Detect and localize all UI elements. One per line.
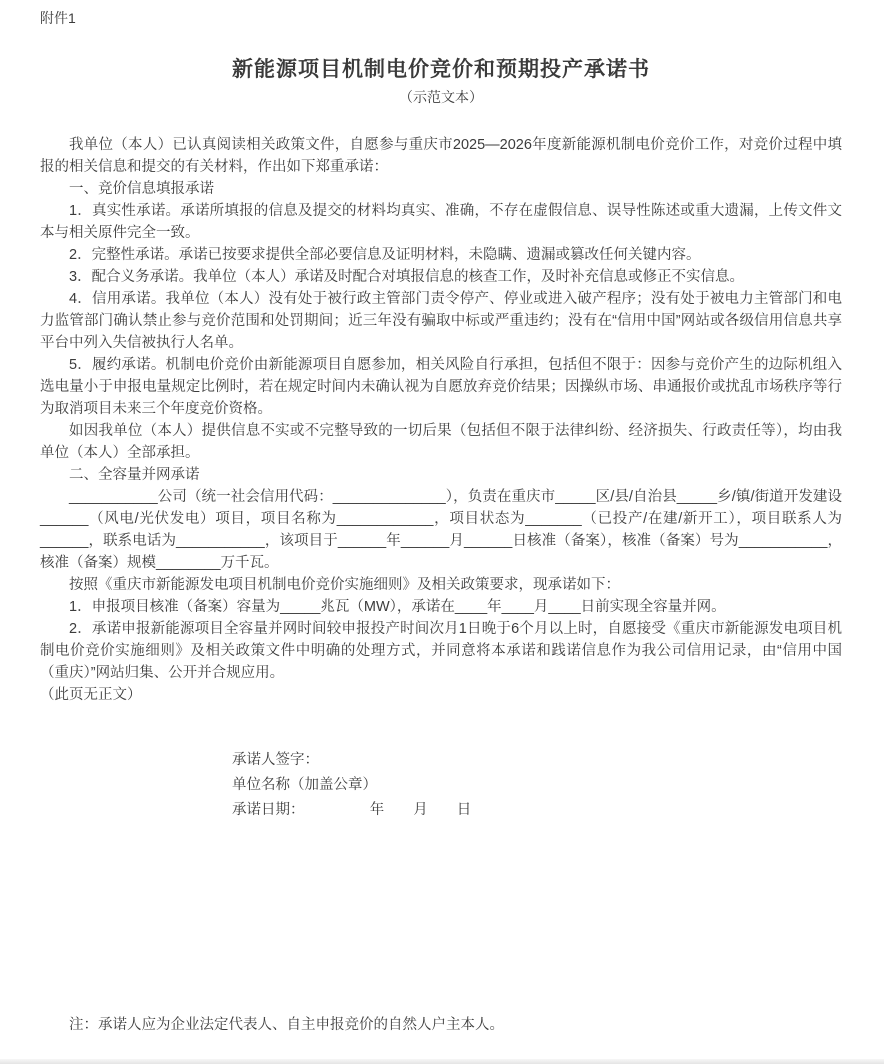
signature-block [232,748,842,823]
paragraph-liability: 如因我单位（本人）提供信息不实或不完整导致的一切后果（包括但不限于法律纠纷、经济损失、行政责任等），均由我单位（本人）全部承担。 [40,423,842,461]
paragraph-section2-item-2: 2．承诺申报新能源项目全容量并网时间较申报投产时间次月1日晚于6个月以上时，自愿接受《重庆市新能源发电项目机制电价竞价实施细则》及相关政策文件中明确的处理方式，并同意将本承诺和践诺信息作为我公司信用记录，由“信用中国（重庆）”网站归集、公开并合规应用。 [40,621,842,681]
paragraph-company-fill-in: ___________公司（统一社会信用代码：______________），负责在重庆市_____区/县/自治县_____乡/镇/街道开发建设______（风电/光伏发电）项目，项目名称为____________，项目状态为_______（已投产/在建/新开工），项目联系人为______，联系电话为___________，该项目于______年______月______日核准（备案），核准（备案）号为___________，核准（备案）规模________万千瓦。 [40,489,842,571]
paragraph-item-2: 2．完整性承诺。承诺已按要求提供全部必要信息及证明材料，未隐瞒、遗漏或篡改任何关键内容。 [69,247,701,263]
footer-note: 注：承诺人应为企业法定代表人、自主申报竞价的自然人户主本人。 [69,1017,504,1033]
signature-sign-line: 承诺人签字： [232,752,319,768]
paragraph-item-4: 4．信用承诺。我单位（本人）没有处于被行政主管部门责令停产、停业或进入破产程序；没有处于被电力主管部门和电力监管部门确认禁止参与竞价范围和处罚期间；近三年没有骗取中标或严重违约；没有在“信用中国”网站或各级信用信息共享平台中列入失信被执行人名单。 [40,291,842,351]
document-subtitle: （示范文本） [399,89,483,105]
paragraph-intro: 我单位（本人）已认真阅读相关政策文件，自愿参与重庆市2025—2026年度新能源机制电价竞价工作，对竞价过程中填报的相关信息和提交的有关材料，作出如下郑重承诺： [40,137,842,175]
attachment-label: 附件1 [40,10,76,26]
signature-unit-line: 单位名称（加盖公章） [232,777,377,793]
paragraph-item-3: 3．配合义务承诺。我单位（本人）承诺及时配合对填报信息的核查工作，及时补充信息或修正不实信息。 [69,269,745,285]
paragraph-section2-item-1: 1．申报项目核准（备案）容量为_____兆瓦（MW），承诺在____年____月____日前实现全容量并网。 [69,599,726,615]
section-2-heading: 二、全容量并网承诺 [69,467,200,483]
document-content [40,134,842,706]
bottom-edge-strip [0,1059,884,1064]
signature-date-line: 承诺日期： 年 月 日 [232,802,472,818]
paragraph-policy-reference: 按照《重庆市新能源发电项目机制电价竞价实施细则》及相关政策要求，现承诺如下： [69,577,620,593]
paragraph-no-body-text: （此页无正文） [40,687,142,703]
paragraph-item-5: 5．履约承诺。机制电价竞价由新能源项目自愿参加，相关风险自行承担，包括但不限于：因参与竞价产生的边际机组入选电量小于申报电量规定比例时，若在规定时间内未确认视为自愿放弃竞价结果；因操纵市场、串通报价或扰乱市场秩序等行为取消项目未来三个年度竞价资格。 [40,357,842,417]
document-title: 新能源项目机制电价竞价和预期投产承诺书 [232,58,650,81]
section-1-heading: 一、竞价信息填报承诺 [69,181,214,197]
paragraph-item-1: 1．真实性承诺。承诺所填报的信息及提交的材料均真实、准确，不存在虚假信息、误导性陈述或重大遗漏，上传文件文本与相关原件完全一致。 [40,203,842,241]
